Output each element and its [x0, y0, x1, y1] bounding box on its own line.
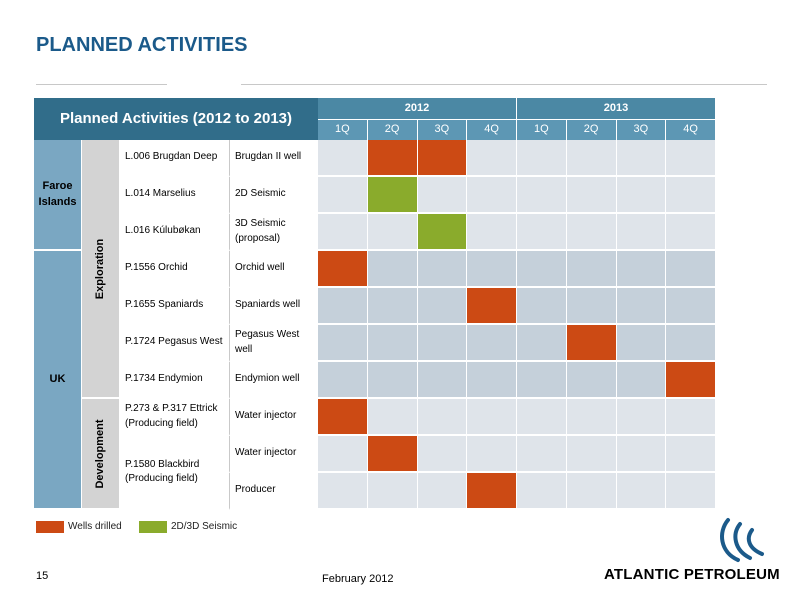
legend-swatch: [36, 521, 64, 533]
well-marker: [467, 288, 517, 325]
activity-cell-label: Water injector: [235, 410, 297, 422]
seismic-marker: [418, 214, 468, 251]
quarter-cell: [318, 362, 368, 399]
quarter-cell: [318, 325, 368, 362]
quarter-cell: [368, 362, 418, 399]
activity-cell: [229, 325, 318, 362]
quarter-cell: [567, 436, 617, 473]
quarter-cell: [567, 362, 617, 399]
company-logo-text: ATLANTIC PETROLEUM: [604, 566, 780, 583]
well-marker: [467, 473, 517, 510]
page-number: 15: [36, 570, 49, 582]
quarter-cell: [418, 177, 468, 214]
quarter-cell: [467, 362, 517, 399]
quarter-cell: [617, 140, 667, 177]
quarter-cell: [666, 288, 716, 325]
quarter-cell: [467, 399, 517, 436]
licence-cell: [120, 251, 229, 288]
quarter-cell: [617, 473, 667, 510]
activity-cell: [229, 399, 318, 436]
quarter-cell: [617, 251, 667, 288]
licence-cell: [120, 288, 229, 325]
quarter-header-label: 4Q: [683, 123, 698, 136]
quarter-cell: [666, 177, 716, 214]
activity-cell: [229, 177, 318, 214]
quarter-cell: [567, 288, 617, 325]
quarter-cell: [368, 288, 418, 325]
licence-cell-label: P.1556 Orchid: [125, 262, 188, 274]
quarter-cell: [368, 325, 418, 362]
quarter-cell: [517, 177, 567, 214]
company-logo-icon: [716, 516, 770, 566]
table-header: [34, 98, 318, 140]
quarter-header-label: 1Q: [534, 123, 549, 136]
quarter-cell: [467, 436, 517, 473]
group-cell: [82, 399, 120, 510]
quarter-cell: [368, 251, 418, 288]
table-header-label: Planned Activities (2012 to 2013): [59, 110, 293, 128]
quarter-header: [666, 120, 716, 140]
quarter-cell: [368, 214, 418, 251]
quarter-cell: [418, 399, 468, 436]
legend-label: 2D/3D Seismic: [171, 521, 238, 532]
quarter-header-label: 3Q: [633, 123, 649, 136]
activity-cell-label: Spaniards well: [235, 299, 301, 311]
licence-cell-label: P.1580 Blackbird (Producing field): [125, 458, 200, 484]
licence-cell: [120, 140, 229, 177]
quarter-cell: [617, 214, 667, 251]
quarter-cell: [418, 436, 468, 473]
quarter-cell: [318, 140, 368, 177]
quarter-cell: [467, 214, 517, 251]
year-header: [517, 98, 716, 120]
quarter-cell: [666, 436, 716, 473]
quarter-cell: [617, 436, 667, 473]
activity-cell-label: Endymion well: [235, 373, 300, 385]
activity-cell-label: 3D Seismic (proposal): [235, 218, 286, 244]
region-cell: [34, 251, 82, 510]
quarter-cell: [517, 140, 567, 177]
seismic-marker: [368, 177, 418, 214]
page-title: PLANNED ACTIVITIES: [36, 34, 248, 56]
legend-swatch: [139, 521, 167, 533]
quarter-cell: [617, 325, 667, 362]
quarter-cell: [418, 251, 468, 288]
region-cell: [34, 140, 82, 251]
quarter-cell: [467, 140, 517, 177]
quarter-cell: [567, 473, 617, 510]
quarter-header-label: 3Q: [434, 123, 450, 136]
licence-cell: [120, 325, 229, 362]
quarter-header-label: 2Q: [583, 123, 599, 136]
quarter-cell: [467, 325, 517, 362]
quarter-cell: [517, 362, 567, 399]
activity-cell: [229, 251, 318, 288]
quarter-cell: [368, 399, 418, 436]
licence-cell-label: L.006 Brugdan Deep: [125, 151, 218, 163]
group-cell: [82, 140, 120, 399]
quarter-cell: [666, 473, 716, 510]
well-marker: [368, 436, 418, 473]
licence-cell-label: P.1724 Pegasus West: [125, 336, 223, 348]
activity-cell: [229, 288, 318, 325]
region-cell-label: Faroe Islands: [38, 179, 77, 208]
quarter-header-label: 1Q: [335, 123, 350, 136]
quarter-cell: [418, 362, 468, 399]
licence-cell: [120, 399, 229, 436]
licence-cell-label: P.1734 Endymion: [125, 373, 203, 385]
quarter-cell: [617, 288, 667, 325]
licence-cell: [120, 214, 229, 251]
activity-cell-label: Water injector: [235, 447, 297, 459]
quarter-cell: [666, 140, 716, 177]
quarter-cell: [567, 214, 617, 251]
group-cell-label: Development: [93, 418, 106, 489]
quarter-cell: [418, 288, 468, 325]
licence-cell-label: P.1655 Spaniards: [125, 299, 204, 311]
legend-label: Wells drilled: [68, 521, 122, 532]
quarter-cell: [567, 399, 617, 436]
licence-cell: [120, 177, 229, 214]
quarter-cell: [567, 251, 617, 288]
quarter-header-label: 2Q: [384, 123, 400, 136]
quarter-header: [467, 120, 517, 140]
quarter-cell: [318, 288, 368, 325]
activity-cell-label: Producer: [235, 484, 276, 496]
activity-cell: [229, 436, 318, 473]
quarter-cell: [666, 214, 716, 251]
quarter-cell: [567, 177, 617, 214]
quarter-cell: [517, 288, 567, 325]
quarter-cell: [666, 251, 716, 288]
quarter-cell: [517, 399, 567, 436]
quarter-cell: [517, 251, 567, 288]
quarter-cell: [517, 473, 567, 510]
quarter-cell: [666, 399, 716, 436]
activity-cell: [229, 362, 318, 399]
quarter-cell: [517, 325, 567, 362]
activity-cell-label: Pegasus West well: [235, 329, 300, 355]
licence-cell: [120, 362, 229, 399]
quarter-cell: [418, 473, 468, 510]
activity-cell: [229, 473, 318, 510]
quarter-cell: [318, 473, 368, 510]
quarter-cell: [368, 473, 418, 510]
licence-cell-label: L.014 Marselius: [125, 188, 196, 200]
quarter-header: [368, 120, 418, 140]
quarter-cell: [517, 214, 567, 251]
licence-cell-label: L.016 Kúlubøkan: [125, 225, 201, 237]
group-cell-label: Exploration: [93, 238, 106, 299]
quarter-header: [318, 120, 368, 140]
licence-cell-label: P.273 & P.317 Ettrick (Producing field): [125, 403, 218, 429]
quarter-header-label: 4Q: [484, 123, 499, 136]
activity-cell-label: 2D Seismic: [235, 188, 286, 200]
quarter-header: [617, 120, 667, 140]
activity-cell: [229, 214, 318, 251]
well-marker: [666, 362, 716, 399]
well-marker: [318, 399, 368, 436]
quarter-header: [418, 120, 468, 140]
quarter-cell: [617, 362, 667, 399]
quarter-cell: [418, 325, 468, 362]
year-header-label: 2013: [603, 101, 629, 114]
activity-cell-label: Orchid well: [235, 262, 285, 274]
quarter-header: [567, 120, 617, 140]
year-header-label: 2012: [404, 101, 430, 114]
quarter-header: [517, 120, 567, 140]
year-header: [318, 98, 517, 120]
footer-date: February 2012: [322, 573, 394, 585]
quarter-cell: [467, 177, 517, 214]
well-marker: [567, 325, 617, 362]
quarter-cell: [567, 140, 617, 177]
region-cell-label: UK: [49, 372, 66, 385]
well-marker: [418, 140, 468, 177]
activity-cell-label: Brugdan II well: [235, 151, 302, 163]
quarter-cell: [318, 436, 368, 473]
quarter-cell: [666, 325, 716, 362]
quarter-cell: [467, 251, 517, 288]
activity-cell: [229, 140, 318, 177]
licence-cell: [120, 436, 229, 510]
well-marker: [318, 251, 368, 288]
quarter-cell: [617, 177, 667, 214]
well-marker: [368, 140, 418, 177]
quarter-cell: [318, 214, 368, 251]
quarter-cell: [617, 399, 667, 436]
quarter-cell: [318, 177, 368, 214]
quarter-cell: [517, 436, 567, 473]
